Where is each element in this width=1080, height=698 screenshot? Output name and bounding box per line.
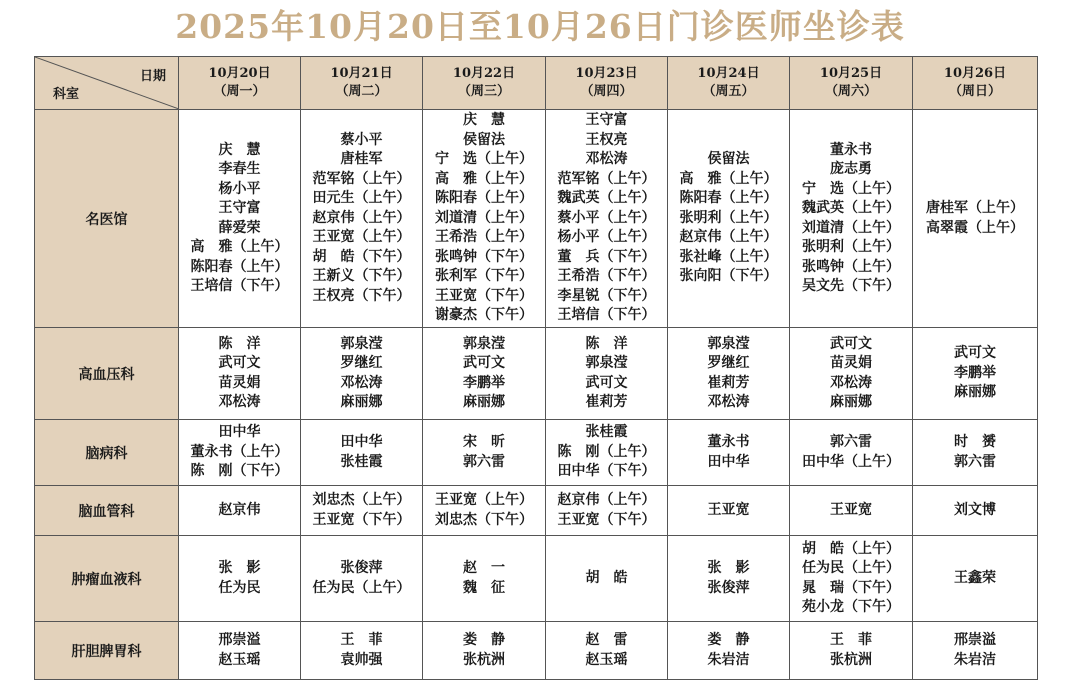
doctor-entry: 麻丽娜 <box>463 394 505 410</box>
schedule-cell <box>301 486 423 536</box>
dept-name: 脑血管科 <box>35 486 179 536</box>
doctor-entry: 崔莉芳 <box>707 374 750 391</box>
doctor-entry: 娄 静 <box>707 632 750 648</box>
doctor-entry: 王 菲 <box>830 632 872 648</box>
doctor-entry: 宋 昕 <box>463 434 505 450</box>
doctor-entry: 张向阳（下午） <box>679 268 778 285</box>
doctor-entry: 赵玉瑶 <box>218 651 261 668</box>
doctor-entry: 罗继红 <box>707 355 750 371</box>
doctor-entry: 李鹏举 <box>463 374 505 391</box>
doctor-entry: 唐桂军（上午） <box>926 200 1024 216</box>
doctor-entry: 范军铭（上午） <box>557 170 656 187</box>
doctor-entry: 蔡小平 <box>340 131 383 148</box>
doctor-entry: 陈 刚（上午） <box>557 443 656 460</box>
doctor-entry: 张俊萍 <box>707 579 750 596</box>
day-weekday: （周一） <box>213 84 266 99</box>
doctor-entry: 胡 皓（下午） <box>312 248 411 265</box>
doctor-entry: 蔡小平（上午） <box>557 209 656 226</box>
doctor-entry: 宁 选（上午） <box>435 151 533 168</box>
doctor-entry: 王守富 <box>585 112 628 129</box>
doctor-entry: 邓松涛 <box>340 374 383 391</box>
doctor-entry: 王 菲 <box>340 632 383 648</box>
schedule-cell <box>179 420 301 486</box>
schedule-cell <box>546 420 668 486</box>
date-axis-label: 日期 <box>139 69 166 84</box>
doctor-entry: 王培信（下午） <box>557 307 656 324</box>
dept-row <box>35 110 1038 328</box>
doctor-entry: 庞志勇 <box>830 161 872 177</box>
schedule-cell <box>546 486 668 536</box>
schedule-cell <box>668 110 790 328</box>
doctor-entry: 张 影 <box>218 560 261 576</box>
dept-axis-label: 科室 <box>53 87 80 102</box>
schedule-cell <box>913 622 1038 680</box>
doctor-entry: 田中华（下午） <box>557 463 656 480</box>
doctor-entry: 邓松涛 <box>707 394 750 410</box>
dept-name: 名医馆 <box>35 110 179 328</box>
schedule-cell <box>668 486 790 536</box>
doctor-entry: 王新义（下午） <box>312 268 411 285</box>
doctor-entry: 陈阳春（上午） <box>435 190 533 207</box>
doctor-entry: 王权亮 <box>585 131 628 148</box>
dept-row <box>35 420 1038 486</box>
schedule-body <box>35 110 1038 680</box>
dept-row <box>35 622 1038 680</box>
doctor-entry: 魏武英（上午） <box>802 200 900 216</box>
doctor-entry: 胡 皓 <box>585 569 628 586</box>
doctor-entry: 魏 征 <box>463 579 505 596</box>
doctor-entry: 张 影 <box>707 560 750 576</box>
dept-name: 肿瘤血液科 <box>35 536 179 622</box>
doctor-entry: 赵 雷 <box>585 632 628 648</box>
doctor-entry: 董永书 <box>707 434 750 450</box>
day-weekday: （周三） <box>457 84 510 99</box>
dept-name: 高血压科 <box>35 328 179 420</box>
doctor-entry: 田中华 <box>340 434 383 450</box>
doctor-entry: 宁 选（上午） <box>802 180 900 197</box>
doctor-entry: 陈 刚（下午） <box>190 463 289 480</box>
doctor-entry: 陈 洋 <box>218 335 261 352</box>
schedule-cell <box>179 328 301 420</box>
doctor-entry: 张俊萍 <box>340 560 383 576</box>
doctor-entry: 麻丽娜 <box>954 384 996 401</box>
schedule-cell <box>790 536 913 622</box>
schedule-cell <box>423 622 546 680</box>
schedule-cell <box>301 420 423 486</box>
doctor-entry: 王希浩（上午） <box>435 229 533 246</box>
doctor-entry: 高翠霞（上午） <box>926 219 1024 236</box>
day-weekday: （周四） <box>580 84 633 99</box>
day-header <box>668 57 790 110</box>
dept-name: 脑病科 <box>35 420 179 486</box>
schedule-cell <box>179 536 301 622</box>
doctor-entry: 郭泉滢 <box>340 335 383 352</box>
doctor-entry: 范军铭（上午） <box>312 170 411 187</box>
doctor-entry: 王亚宽（下午） <box>557 511 656 528</box>
schedule-cell <box>790 110 913 328</box>
day-header <box>301 57 423 110</box>
doctor-entry: 刘道清（上午） <box>435 209 533 226</box>
schedule-cell <box>790 328 913 420</box>
doctor-entry: 郭泉滢 <box>463 335 505 352</box>
doctor-entry: 高 雅（上午） <box>435 170 533 187</box>
corner-cell <box>35 57 179 110</box>
schedule-cell <box>546 536 668 622</box>
doctor-entry: 刘道清（上午） <box>802 219 900 236</box>
doctor-entry: 王鑫荣 <box>954 569 996 586</box>
day-date: 10月23日 <box>575 66 638 81</box>
doctor-entry: 陈 洋 <box>585 335 628 352</box>
doctor-entry: 田中华（上午） <box>802 453 900 470</box>
doctor-entry: 晁 瑞（下午） <box>802 579 900 596</box>
doctor-entry: 邓松涛 <box>218 394 261 410</box>
doctor-entry: 张明利（上午） <box>802 239 900 255</box>
doctor-entry: 张利军（下午） <box>435 268 533 285</box>
doctor-entry: 王亚宽（下午） <box>435 287 533 304</box>
doctor-entry: 王亚宽（上午） <box>435 492 533 508</box>
dept-name: 肝胆脾胃科 <box>35 622 179 680</box>
doctor-entry: 魏武英（上午） <box>557 190 656 207</box>
doctor-entry: 侯留法 <box>463 131 505 148</box>
doctor-entry: 朱岩洁 <box>954 651 996 668</box>
doctor-entry: 胡 皓（上午） <box>802 540 900 557</box>
doctor-entry: 郭泉滢 <box>707 335 750 352</box>
doctor-entry: 陈阳春（上午） <box>679 190 778 207</box>
day-date: 10月22日 <box>452 66 516 81</box>
day-header <box>790 57 913 110</box>
schedule-cell <box>913 420 1038 486</box>
day-date: 10月20日 <box>208 66 271 81</box>
schedule-cell <box>668 328 790 420</box>
schedule-cell <box>546 328 668 420</box>
doctor-entry: 高 雅（上午） <box>190 239 289 255</box>
schedule-cell <box>668 420 790 486</box>
doctor-entry: 田中华 <box>218 424 261 441</box>
doctor-entry: 李星锐（下午） <box>557 287 656 304</box>
page-title: 2025年10月20日至10月26日门诊医师坐诊表 <box>175 7 905 46</box>
doctor-entry: 刘文博 <box>954 501 996 518</box>
doctor-entry: 苑小龙（下午） <box>802 599 900 615</box>
doctor-entry: 张桂霞 <box>585 424 628 441</box>
doctor-entry: 武可文 <box>218 355 261 371</box>
doctor-entry: 董永书 <box>830 141 872 158</box>
doctor-entry: 王亚宽 <box>707 501 750 518</box>
schedule-cell <box>423 110 546 328</box>
schedule-cell <box>913 536 1038 622</box>
day-weekday: （周二） <box>335 84 388 99</box>
schedule-cell <box>423 328 546 420</box>
day-weekday: （周五） <box>702 84 755 99</box>
day-date: 10月24日 <box>697 66 760 81</box>
doctor-entry: 邢崇溢 <box>954 632 996 648</box>
doctor-entry: 武可文 <box>463 355 505 371</box>
doctor-entry: 赵 一 <box>463 560 505 576</box>
doctor-entry: 邓松涛 <box>585 151 628 168</box>
schedule-cell <box>301 110 423 328</box>
dept-row <box>35 486 1038 536</box>
doctor-entry: 任为民（上午） <box>802 560 900 576</box>
doctor-entry: 薛爱荣 <box>218 219 261 236</box>
doctor-entry: 郭六雷 <box>830 434 872 450</box>
day-weekday: （周六） <box>824 84 877 99</box>
doctor-entry: 娄 静 <box>463 632 505 648</box>
schedule-cell <box>546 622 668 680</box>
day-header <box>179 57 301 110</box>
doctor-entry: 麻丽娜 <box>830 394 872 410</box>
doctor-entry: 袁帅强 <box>340 651 383 668</box>
doctor-entry: 武可文 <box>954 345 996 362</box>
day-date: 10月21日 <box>330 66 393 81</box>
doctor-entry: 杨小平（上午） <box>557 229 656 246</box>
doctor-entry: 谢豪杰（下午） <box>435 307 533 324</box>
schedule-cell <box>179 486 301 536</box>
doctor-entry: 武可文 <box>585 374 628 391</box>
doctor-entry: 武可文 <box>830 335 872 352</box>
schedule-cell <box>790 420 913 486</box>
doctor-entry: 王培信（下午） <box>190 278 289 294</box>
doctor-entry: 任为民 <box>218 579 261 596</box>
schedule-cell <box>423 486 546 536</box>
schedule-cell <box>179 622 301 680</box>
doctor-entry: 张鸣钟（下午） <box>435 248 533 265</box>
doctor-entry: 董永书（上午） <box>190 443 289 460</box>
doctor-entry: 邢崇溢 <box>218 632 261 648</box>
doctor-entry: 田中华 <box>707 453 750 470</box>
doctor-entry: 张杭洲 <box>830 651 872 668</box>
day-header <box>546 57 668 110</box>
doctor-entry: 张社峰（上午） <box>679 248 778 265</box>
header-row <box>35 57 1038 110</box>
doctor-entry: 高 雅（上午） <box>679 170 778 187</box>
schedule-cell <box>790 622 913 680</box>
schedule-cell <box>668 536 790 622</box>
schedule-cell <box>301 536 423 622</box>
doctor-entry: 王亚宽 <box>830 501 872 518</box>
doctor-entry: 吴文先（下午） <box>802 278 900 294</box>
doctor-entry: 朱岩洁 <box>707 651 750 668</box>
schedule-cell <box>179 110 301 328</box>
doctor-entry: 侯留法 <box>707 151 750 168</box>
doctor-entry: 庆 慧 <box>463 112 505 129</box>
doctor-entry: 任为民（上午） <box>312 579 411 596</box>
doctor-entry: 罗继红 <box>340 355 383 371</box>
doctor-entry: 邓松涛 <box>830 374 872 391</box>
doctor-entry: 张杭洲 <box>463 651 505 668</box>
day-header <box>913 57 1038 110</box>
doctor-entry: 赵玉瑶 <box>585 651 628 668</box>
doctor-entry: 时 赟 <box>954 434 996 450</box>
doctor-entry: 张明利（上午） <box>679 209 778 226</box>
doctor-entry: 董 兵（下午） <box>557 248 656 265</box>
doctor-entry: 李鹏举 <box>954 364 996 381</box>
schedule-cell <box>423 420 546 486</box>
schedule-cell <box>301 328 423 420</box>
doctor-entry: 王亚宽（上午） <box>312 229 411 246</box>
schedule-cell <box>913 328 1038 420</box>
schedule-cell <box>423 536 546 622</box>
doctor-entry: 唐桂军 <box>340 151 383 168</box>
doctor-entry: 王权亮（下午） <box>312 287 411 304</box>
doctor-entry: 李春生 <box>218 161 261 177</box>
doctor-entry: 王亚宽（下午） <box>312 511 411 528</box>
schedule-cell <box>546 110 668 328</box>
doctor-entry: 麻丽娜 <box>340 394 383 410</box>
doctor-entry: 赵京伟（上午） <box>312 209 411 226</box>
doctor-entry: 张桂霞 <box>340 453 383 470</box>
day-weekday: （周日） <box>948 84 1001 99</box>
doctor-entry: 陈阳春（上午） <box>190 258 289 275</box>
doctor-entry: 苗灵娟 <box>830 355 872 371</box>
schedule-table <box>34 56 1038 680</box>
doctor-entry: 郭六雷 <box>954 453 996 470</box>
doctor-entry: 王守富 <box>218 200 261 216</box>
dept-row <box>35 536 1038 622</box>
doctor-entry: 郭六雷 <box>463 453 505 470</box>
schedule-cell <box>913 110 1038 328</box>
dept-row <box>35 328 1038 420</box>
schedule-cell <box>301 622 423 680</box>
doctor-entry: 庆 慧 <box>218 141 261 158</box>
doctor-entry: 崔莉芳 <box>585 394 628 410</box>
doctor-entry: 张鸣钟（上午） <box>802 258 900 275</box>
doctor-entry: 田元生（上午） <box>312 190 411 207</box>
doctor-entry: 刘忠杰（上午） <box>312 492 411 508</box>
doctor-entry: 赵京伟 <box>218 501 261 518</box>
day-header <box>423 57 546 110</box>
day-date: 10月25日 <box>819 66 883 81</box>
schedule-cell <box>790 486 913 536</box>
schedule-cell <box>668 622 790 680</box>
day-date: 10月26日 <box>943 66 1007 81</box>
schedule-cell <box>913 486 1038 536</box>
doctor-entry: 苗灵娟 <box>218 374 261 391</box>
doctor-entry: 赵京伟（上午） <box>679 229 778 246</box>
doctor-entry: 杨小平 <box>218 180 261 197</box>
doctor-entry: 赵京伟（上午） <box>557 492 656 508</box>
doctor-entry: 郭泉滢 <box>585 355 628 371</box>
doctor-entry: 刘忠杰（下午） <box>435 511 533 528</box>
doctor-entry: 王希浩（下午） <box>557 268 656 285</box>
